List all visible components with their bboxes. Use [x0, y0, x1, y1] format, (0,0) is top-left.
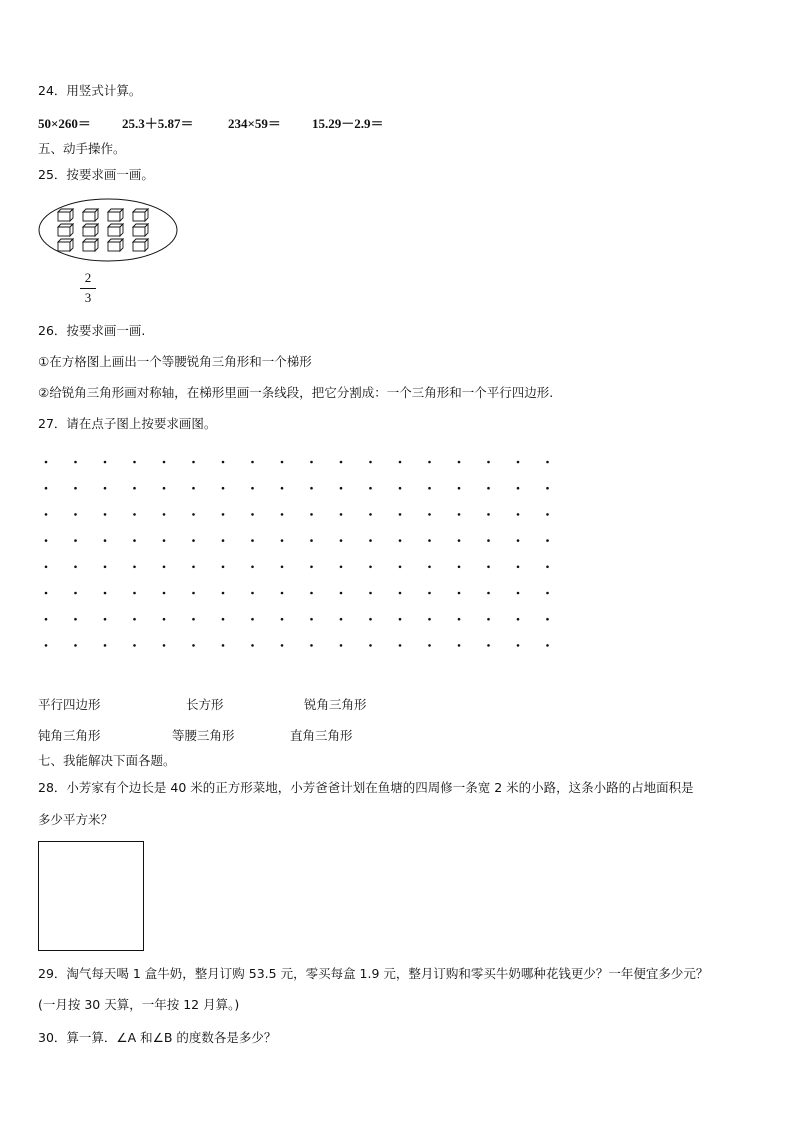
grid-dot	[281, 487, 284, 490]
cube-icon	[133, 239, 148, 251]
grid-dot	[104, 513, 107, 516]
grid-dot	[251, 539, 254, 542]
q29-line-2: (一月按 30 天算，一年按 12 月算。)	[38, 997, 240, 1012]
grid-dot	[428, 566, 431, 569]
grid-dot	[487, 592, 490, 595]
grid-dot	[399, 487, 402, 490]
grid-dot	[45, 592, 48, 595]
grid-dot	[428, 592, 431, 595]
grid-dot	[74, 644, 77, 647]
grid-dot	[163, 487, 166, 490]
q25-title: 25．按要求画一画。	[38, 167, 154, 182]
grid-dot	[104, 644, 107, 647]
grid-dot	[222, 513, 225, 516]
grid-dot	[133, 644, 136, 647]
q29-line-1: 29．淘气每天喝 1 盒牛奶，整月订购 53.5 元，零买每盒 1.9 元，整月订购和零买牛奶哪种花钱更少？一年便宜多少元？	[38, 966, 709, 981]
cube-icon	[58, 239, 73, 251]
grid-dot	[192, 513, 195, 516]
grid-dot	[428, 461, 431, 464]
cube-icon	[58, 209, 73, 221]
grid-dot	[222, 592, 225, 595]
grid-dot	[222, 461, 225, 464]
q28-line-1: 28．小芳家有个边长是 40 米的正方形菜地，小芳爸爸计划在鱼塘的四周修一条宽 2 米的小路，这条小路的占地面积是	[38, 780, 694, 795]
grid-dot	[74, 539, 77, 542]
grid-dot	[163, 513, 166, 516]
grid-dot	[517, 566, 520, 569]
grid-dot	[222, 618, 225, 621]
fraction-denominator: 3	[84, 290, 92, 305]
grid-dot	[133, 592, 136, 595]
grid-dot	[428, 644, 431, 647]
grid-dot	[310, 461, 313, 464]
cube-icon	[133, 224, 148, 236]
shape-label-right-triangle: 直角三角形	[290, 728, 353, 743]
grid-dot	[458, 618, 461, 621]
grid-dot	[546, 513, 549, 516]
grid-dot	[222, 539, 225, 542]
grid-dot	[546, 461, 549, 464]
grid-dot	[546, 592, 549, 595]
q28-line-2: 多少平方米？	[38, 812, 114, 827]
grid-dot	[251, 461, 254, 464]
grid-dot	[546, 618, 549, 621]
grid-dot	[74, 461, 77, 464]
grid-dot	[133, 566, 136, 569]
grid-dot	[133, 461, 136, 464]
grid-dot	[487, 566, 490, 569]
shape-label-obtuse-triangle: 钝角三角形	[38, 728, 101, 743]
grid-dot	[281, 539, 284, 542]
grid-dot	[369, 513, 372, 516]
grid-dot	[251, 513, 254, 516]
grid-dot	[340, 539, 343, 542]
grid-dot	[310, 513, 313, 516]
grid-dot	[192, 592, 195, 595]
grid-dot	[428, 618, 431, 621]
grid-dot	[517, 461, 520, 464]
grid-dot	[104, 539, 107, 542]
grid-dot	[133, 487, 136, 490]
grid-dot	[163, 592, 166, 595]
grid-dot	[517, 618, 520, 621]
grid-dot	[369, 566, 372, 569]
grid-dot	[222, 487, 225, 490]
grid-dot	[458, 644, 461, 647]
shape-label-parallelogram: 平行四边形	[38, 697, 101, 712]
grid-dot	[281, 566, 284, 569]
grid-dot	[369, 461, 372, 464]
grid-dot	[340, 513, 343, 516]
grid-dot	[399, 461, 402, 464]
grid-dot	[281, 644, 284, 647]
grid-dot	[45, 487, 48, 490]
grid-dot	[369, 539, 372, 542]
grid-dot	[428, 513, 431, 516]
q27-title: 27．请在点子图上按要求画图。	[38, 416, 217, 431]
grid-dot	[310, 644, 313, 647]
grid-dot	[281, 618, 284, 621]
grid-dot	[369, 644, 372, 647]
grid-dot	[458, 566, 461, 569]
grid-dot	[340, 644, 343, 647]
grid-dot	[340, 566, 343, 569]
grid-dot	[517, 487, 520, 490]
grid-dot	[104, 487, 107, 490]
grid-dot	[251, 618, 254, 621]
grid-dot	[281, 592, 284, 595]
grid-dot	[281, 513, 284, 516]
grid-dot	[458, 487, 461, 490]
square-field-figure	[38, 841, 144, 951]
grid-dot	[310, 539, 313, 542]
q24-item-4: 15.29－2.9＝	[312, 116, 384, 131]
shape-label-acute-triangle: 锐角三角形	[304, 697, 367, 712]
grid-dot	[104, 592, 107, 595]
grid-dot	[192, 487, 195, 490]
section-7-heading: 七、我能解决下面各题。	[38, 753, 176, 768]
grid-dot	[133, 513, 136, 516]
grid-dot	[517, 644, 520, 647]
grid-dot	[45, 513, 48, 516]
fraction-numerator: 2	[84, 270, 92, 285]
grid-dot	[104, 461, 107, 464]
grid-dot	[399, 644, 402, 647]
grid-dot	[192, 566, 195, 569]
section-5-heading: 五、动手操作。	[38, 141, 126, 156]
grid-dot	[133, 539, 136, 542]
fraction-bar	[80, 288, 96, 289]
grid-dot	[399, 592, 402, 595]
fraction	[80, 271, 96, 305]
grid-dot	[458, 513, 461, 516]
grid-dot	[340, 618, 343, 621]
grid-dot	[192, 539, 195, 542]
q24-item-1: 50×260＝	[38, 116, 91, 131]
grid-dot	[340, 592, 343, 595]
grid-dot	[310, 618, 313, 621]
grid-dot	[163, 539, 166, 542]
grid-dot	[428, 487, 431, 490]
grid-dot	[74, 566, 77, 569]
grid-dot	[517, 592, 520, 595]
grid-dot	[428, 539, 431, 542]
grid-dot	[517, 513, 520, 516]
cube-icon	[108, 239, 123, 251]
shape-label-rectangle: 长方形	[186, 697, 224, 712]
grid-dot	[45, 461, 48, 464]
grid-dot	[369, 487, 372, 490]
grid-dot	[399, 513, 402, 516]
grid-dot	[399, 539, 402, 542]
cube-icon	[83, 209, 98, 221]
grid-dot	[74, 513, 77, 516]
grid-dot	[546, 487, 549, 490]
grid-dot	[517, 539, 520, 542]
grid-dot	[192, 618, 195, 621]
grid-dot	[192, 644, 195, 647]
grid-dot	[251, 566, 254, 569]
cube-icon	[83, 224, 98, 236]
q24-item-2: 25.3＋5.87＝	[122, 116, 194, 131]
grid-dot	[399, 618, 402, 621]
q24-title: 24．用竖式计算。	[38, 83, 142, 98]
grid-dot	[487, 618, 490, 621]
grid-dot	[251, 644, 254, 647]
grid-dot	[104, 566, 107, 569]
grid-dot	[369, 618, 372, 621]
grid-dot	[74, 618, 77, 621]
grid-dot	[369, 592, 372, 595]
cube-icon	[108, 224, 123, 236]
grid-dot	[487, 513, 490, 516]
grid-dot	[546, 539, 549, 542]
grid-dot	[45, 644, 48, 647]
grid-dot	[163, 461, 166, 464]
grid-dot	[310, 566, 313, 569]
grid-dot	[74, 487, 77, 490]
grid-dot	[163, 644, 166, 647]
grid-dot	[45, 618, 48, 621]
grid-dot	[104, 618, 107, 621]
grid-dot	[192, 461, 195, 464]
grid-dot	[546, 644, 549, 647]
grid-dot	[251, 487, 254, 490]
grid-dot	[458, 539, 461, 542]
grid-dot	[458, 461, 461, 464]
q26-title: 26．按要求画一画.	[38, 323, 146, 338]
cube-icon	[108, 209, 123, 221]
q24-item-3: 234×59＝	[228, 116, 281, 131]
grid-dot	[163, 618, 166, 621]
grid-dot	[281, 461, 284, 464]
grid-dot	[45, 539, 48, 542]
grid-dot	[487, 487, 490, 490]
cube-icon	[133, 209, 148, 221]
grid-dot	[45, 566, 48, 569]
grid-dot	[251, 592, 254, 595]
cube-oval-figure	[38, 198, 180, 268]
grid-dot	[487, 539, 490, 542]
grid-dot	[310, 487, 313, 490]
grid-dot	[163, 566, 166, 569]
grid-dot	[399, 566, 402, 569]
cube-icon	[83, 239, 98, 251]
grid-dot	[487, 644, 490, 647]
q30-title: 30．算一算．∠A 和∠B 的度数各是多少？	[38, 1030, 277, 1045]
grid-dot	[222, 566, 225, 569]
grid-dot	[133, 618, 136, 621]
q26-line-1: ①在方格图上画出一个等腰锐角三角形和一个梯形	[38, 354, 312, 369]
grid-dot	[310, 592, 313, 595]
q26-line-2: ②给锐角三角形画对称轴，在梯形里画一条线段，把它分割成：一个三角形和一个平行四边形.	[38, 385, 554, 400]
cube-icon	[58, 224, 73, 236]
grid-dot	[222, 644, 225, 647]
grid-dot	[74, 592, 77, 595]
shape-label-isosceles-triangle: 等腰三角形	[172, 728, 235, 743]
dot-grid[interactable]	[40, 456, 560, 690]
grid-dot	[458, 592, 461, 595]
grid-dot	[487, 461, 490, 464]
grid-dot	[546, 566, 549, 569]
grid-dot	[340, 461, 343, 464]
grid-dot	[340, 487, 343, 490]
